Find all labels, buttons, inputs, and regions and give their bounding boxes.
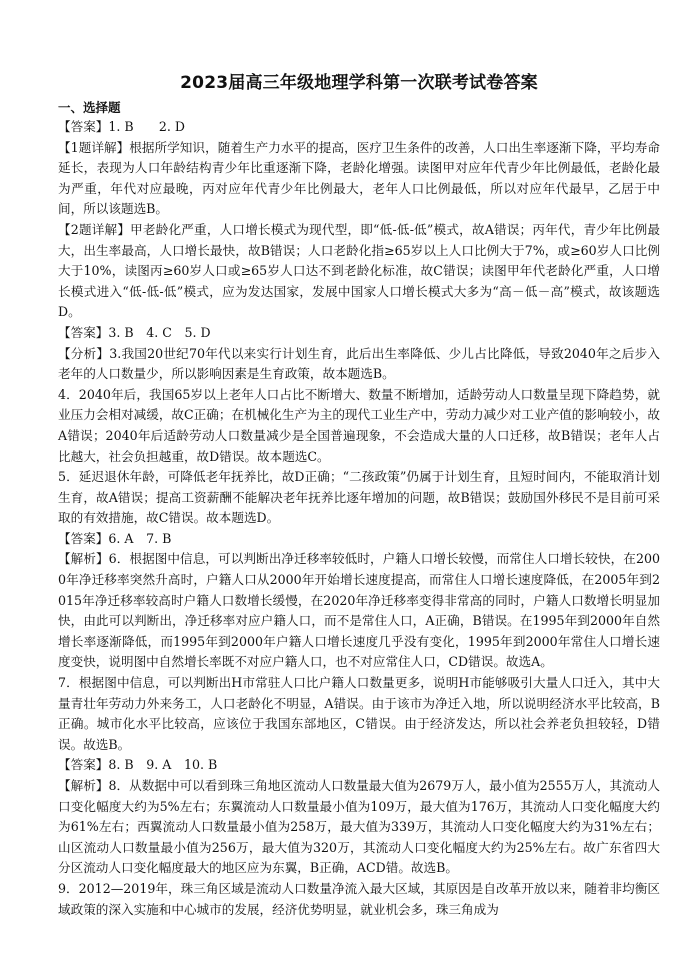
answer-line: 【答案】8. B 9. A 10. B [58, 757, 218, 773]
page-title: 2023届高三年级地理学科第一次联考试卷答案 [180, 73, 538, 93]
analysis-paragraph: 【解析】8．从数据中可以看到珠三角地区流动人口数量最大值为2679万人，最小值为2555万人，其流动人口变化幅度大约为5%左右；东翼流动人口数量最小值为109万，最大值为176万，其流动人口变化幅度大约为61%左右；西翼流动人口数量最小值为258万，最大值为339万，其流动人口变化幅度大约为31%左右；山区流动人口数量最小值为256万，最大值为320万，其流动人口变化幅度大约为25%左右。故广东省四大分区流动人口变化幅度最大的地区应为东翼，B正确，ACD错。故选B。 [58, 778, 660, 876]
explanation-paragraph: 【2题详解】甲老龄化严重，人口增长模式为现代型，即“低-低-低”模式，故A错误；丙年代，青少年比例最大，出生率最高，人口增长最快，故B错误；人口老龄化指≥65岁以上人口比例大于7%，或≥60岁人口比例大于10%，读图丙≥60岁人口或≥65岁人口达不到老龄化标准，故C错误；读图甲年代老龄化严重，人口增长模式进入“低-低-低”模式，应为发达国家，发展中国家人口增长模式大多为“高－低－高”模式，故该题选D。 [58, 221, 660, 320]
answer-line: 【答案】3. B 4. C 5. D [58, 324, 211, 340]
section-heading: 一、选择题 [58, 100, 121, 115]
analysis-paragraph: 【分析】3.我国20世纪70年代以来实行计划生育，此后出生率降低、少儿占比降低，导致2040年之后步入老年的人口数量少，所以影响因素是生育政策，故本题选B。 [58, 345, 660, 382]
explanation-paragraph: 9．2012—2019年，珠三角区域是流动人口数量净流入最大区域，其原因是自改革开放以来，随着非均衡区域政策的深入实施和中心城市的发展，经济优势明显，就业机会多，珠三角成为 [58, 880, 660, 917]
explanation-paragraph: 4．2040年后，我国65岁以上老年人口占比不断增大、数量不断增加，适龄劳动人口数量呈现下降趋势，就业压力会相对减缓，故C正确；在机械化生产为主的现代工业生产中，劳动力减少对工业产值的影响较小，故A错误；2040年后适龄劳动人口数量减少是全国普遍现象，不会造成大量的人口迁移，故B错误；老年人占比越大，社会负担越重，故D错误。故本题选C。 [58, 386, 660, 464]
answer-line: 【答案】1. B 2. D [58, 119, 185, 134]
answer-line: 【答案】6. A 7. B [58, 530, 172, 546]
analysis-paragraph: 【解析】6．根据图中信息，可以判断出净迁移率较低时，户籍人口增长较慢，而常住人口增长较快，在2000年净迁移率突然升高时，户籍人口从2000年开始增长速度提高，而常住人口增长速度降低，在2005年到2015年净迁移率较高时户籍人口数增长缓慢，在2020年净迁移率变得非常高的同时，户籍人口数增长明显加快，由此可以判断出，净迁移率对应户籍人口，而不是常住人口，A正确，B错误。在1995年到2000年自然增长率逐渐降低，而1995年到2000年户籍人口增长速度几乎没有变化，1995年到2000年常住人口增长速度变快，说明图中自然增长率既不对应户籍人口，也不对应常住人口，CD错误。故选A。 [58, 551, 660, 670]
explanation-paragraph: 【1题详解】根据所学知识，随着生产力水平的提高，医疗卫生条件的改善，人口出生率逐渐下降，平均寿命延长，表现为人口年龄结构青少年比重逐渐下降，老龄化增强。读图甲对应年代青少年比例最低，老龄化最为严重，年代对应最晚，丙对应年代青少年比例最大，老年人口比例最低，所以对应年代最早，乙居于中间，所以该题选B。 [58, 139, 660, 217]
explanation-paragraph: 7．根据图中信息，可以判断出H市常驻人口比户籍人口数量更多，说明H市能够吸引大量人口迁入，其中大量青壮年劳动力外来务工，人口老龄化不明显，A错误。由于该市为净迁入地，所以说明经济水平比较高，B正确。城市化水平比较高，应该位于我国东部地区，C错误。由于经济发达，所以社会养老负担较轻，D错误。故选B。 [58, 675, 660, 752]
explanation-paragraph: 5．延迟退休年龄，可降低老年抚养比，故D正确；“二孩政策”仍属于计划生育，且短时间内，不能取消计划生育，故A错误；提高工资薪酬不能解决老年抚养比逐年增加的问题，故B错误；鼓励国外移民不是目前可采取的有效措施，故C错误。故本题选D。 [58, 469, 660, 526]
